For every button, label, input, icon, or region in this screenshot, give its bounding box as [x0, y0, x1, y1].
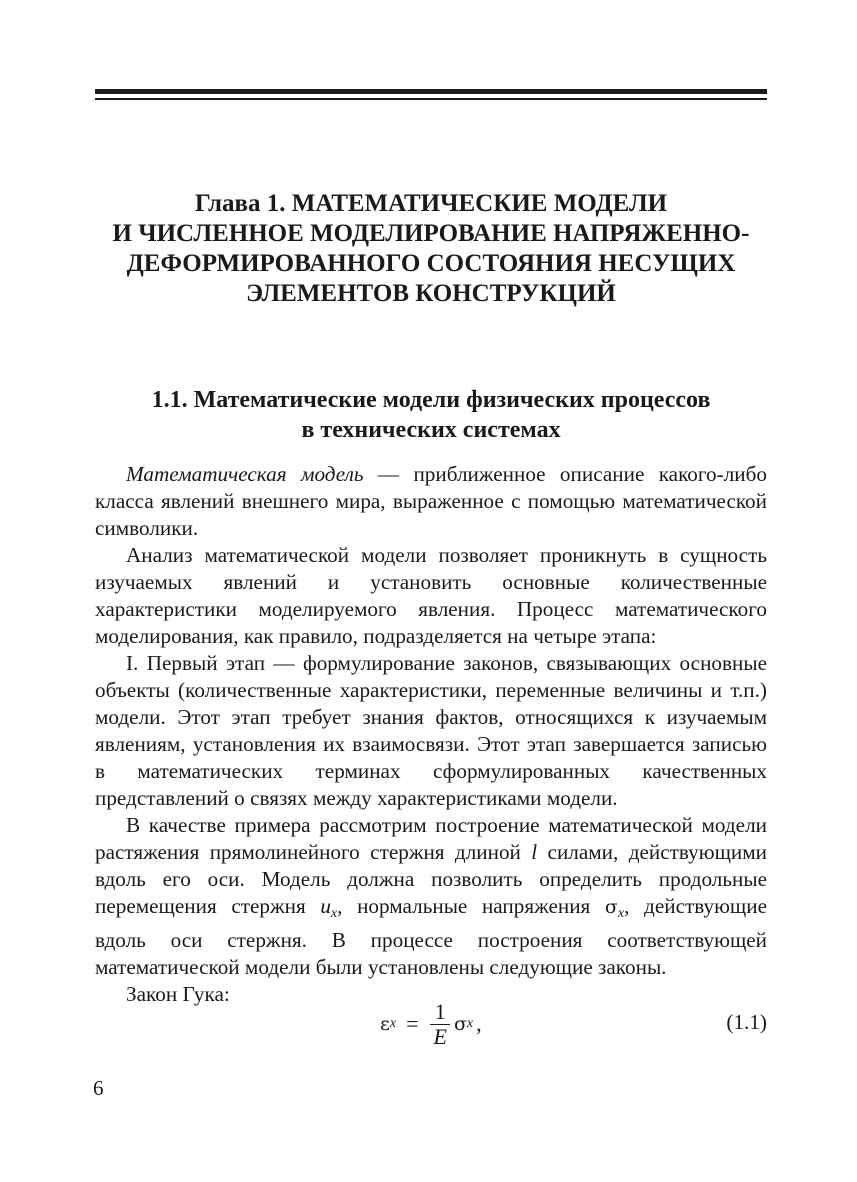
equals-sign: = [406, 1011, 419, 1036]
stress-subscript-formula: x [466, 1016, 474, 1031]
chapter-title [95, 189, 767, 309]
page-number: 6 [93, 1076, 104, 1100]
example-text-a: В качестве примера рассмотрим построение математической модели растяжения прямолинейного стержня длиной [95, 813, 767, 864]
fraction-denominator: E [430, 1024, 449, 1049]
example-text-d: , действующие вдоль оси стержня. В процессе построения соответствующей математической модели были установлены следующие законы. [95, 894, 767, 979]
chapter-title-line: И ЧИСЛЕННОЕ МОДЕЛИРОВАНИЕ НАПРЯЖЕННО- [112, 220, 750, 247]
body-text [95, 461, 767, 1008]
section-title-line: в технических системах [301, 417, 561, 443]
paragraph-hooke-law: Закон Гука: [126, 982, 230, 1006]
defined-term: Математическая модель [126, 462, 364, 486]
equation-hooke [95, 994, 767, 1054]
stress-subscript: x [617, 906, 625, 921]
paragraph-analysis: Анализ математической модели позволяет проникнуть в сущность изучаемых явлений и установить основные количественные характеристики моделируемого явления. Процесс математического моделирования, как правило, подразделяется на четыре этапа: [95, 543, 767, 648]
stress-symbol: σ [604, 896, 618, 918]
chapter-title-line: ЭЛЕМЕНТОВ КОНСТРУКЦИЙ [246, 280, 616, 307]
chapter-title-line: Глава 1. МАТЕМАТИЧЕСКИЕ МОДЕЛИ [194, 190, 668, 217]
fraction-numerator: 1 [434, 998, 446, 1024]
paragraph-example [95, 812, 767, 981]
header-rule-thick [95, 89, 767, 94]
definition-text: — приближенное описание какого-либо класса явлений внешнего мира, выраженное с помощью математической символики. [95, 462, 767, 540]
example-text-c: , нормальные напряжения [337, 894, 605, 918]
length-symbol: l [531, 840, 538, 864]
equation-body [380, 994, 482, 1054]
chapter-title-line: ДЕФОРМИРОВАННОГО СОСТОЯНИЯ НЕСУЩИХ [126, 250, 736, 277]
paragraph-definition [95, 461, 767, 542]
displacement-subscript: x [330, 906, 338, 921]
strain-symbol: ε [380, 1013, 390, 1035]
strain-subscript: x [389, 1016, 397, 1031]
header-rule-thin [95, 98, 767, 100]
fraction [430, 1000, 449, 1049]
equation-number: (1.1) [726, 1010, 767, 1034]
example-text-b: силами, действующими вдоль его оси. Модель должна позволить определить продольные перемещения стержня [95, 840, 767, 918]
section-title [95, 385, 767, 445]
stress-symbol-formula: σ [453, 1013, 467, 1035]
paragraph-stage-one: I. Первый этап — формулирование законов, связывающих основные объекты (количественные характеристики, переменные величины и т.п.) модели. Этот этап требует знания фактов, относящихся к изучаемым явлениям, установления их взаимосвязи. Этот этап завершается записью в математических терминах сформулированных качественных представлений о связях между характеристиками модели. [95, 651, 767, 810]
section-title-line: 1.1. Математические модели физических процессов [151, 387, 711, 413]
formula-comma: , [476, 1011, 482, 1036]
displacement-symbol: u [320, 894, 331, 918]
